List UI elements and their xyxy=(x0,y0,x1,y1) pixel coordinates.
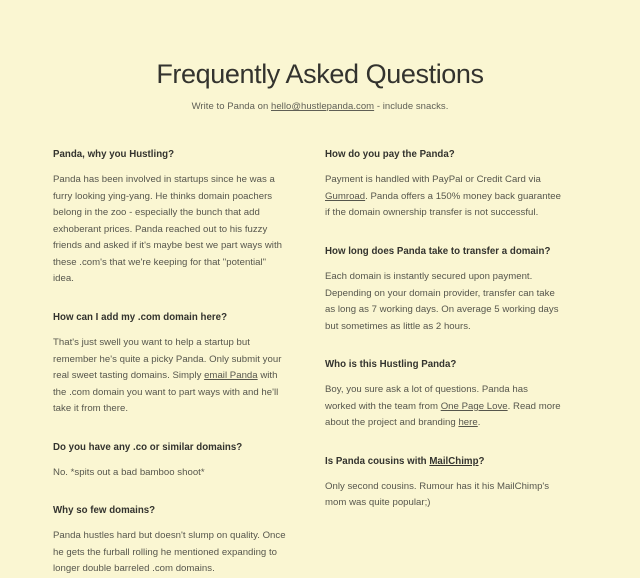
faq-question: How do you pay the Panda? xyxy=(325,149,455,161)
question-text-part: ? xyxy=(478,455,485,467)
answer-text-part: . Panda offers a 150% money back guarantee if the domain ownership transfer is not successful. xyxy=(325,190,562,219)
faq-item xyxy=(325,455,561,512)
faq-question: Who is this Hustling Panda? xyxy=(325,359,457,371)
mailchimp-link[interactable]: MailChimp xyxy=(429,455,479,467)
page-header xyxy=(0,0,640,112)
faq-answer: Each domain is instantly secured upon payment. Depending on your domain provider, transfer can take as long as 7 working days. On average 5 working days but sometimes as little as 2 hours. xyxy=(325,271,559,332)
faq-item xyxy=(325,148,561,222)
faq-answer xyxy=(53,335,289,418)
faq-question: Do you have any .co or similar domains? xyxy=(53,441,243,453)
faq-columns xyxy=(0,112,640,577)
answer-text-part: Boy, you sure ask a lot of questions. Panda has worked with the team from xyxy=(325,384,528,412)
contact-email-link[interactable]: hello@hustlepanda.com xyxy=(271,101,375,113)
faq-question: Panda, why you Hustling? xyxy=(53,149,175,161)
answer-text-part: That's just swell you want to help a startup but remember he's quite a picky Panda. Only submit your real sweet tasting domains. Simply xyxy=(53,337,282,382)
faq-item xyxy=(53,311,289,418)
faq-question: How can I add my .com domain here? xyxy=(53,311,228,323)
faq-question: How long does Panda take to transfer a domain? xyxy=(325,245,551,257)
faq-column-right xyxy=(325,148,561,577)
answer-text-part: with the .com domain you want to part ways with and he'll take it from there. xyxy=(53,370,279,415)
answer-text-part: . xyxy=(477,417,481,429)
faq-item xyxy=(53,441,289,482)
faq-answer xyxy=(325,382,561,432)
question-text-part: Is Panda cousins with xyxy=(325,455,430,467)
faq-item xyxy=(53,504,289,578)
faq-answer: Panda hustles hard but doesn't slump on quality. Once he gets the furball rolling he mentioned expanding to longer double barreled .com domains. xyxy=(53,530,286,575)
faq-question: Why so few domains? xyxy=(53,505,156,517)
here-link[interactable]: here xyxy=(458,417,478,429)
faq-answer xyxy=(325,172,561,222)
subtitle-suffix-text: - include snacks. xyxy=(374,101,449,113)
email-panda-link[interactable]: email Panda xyxy=(204,370,258,382)
contact-subtitle xyxy=(0,101,640,112)
faq-item xyxy=(325,245,561,335)
faq-answer: Only second cousins. Rumour has it his MailChimp's mom was quite popular;) xyxy=(325,480,550,509)
faq-column-left xyxy=(53,148,289,577)
subtitle-prefix-text: Write to Panda on xyxy=(191,101,271,113)
faq-answer: No. *spits out a bad bamboo shoot* xyxy=(53,466,205,478)
page-title: Frequently Asked Questions xyxy=(156,59,484,89)
faq-item xyxy=(325,358,561,432)
one-page-love-link[interactable]: One Page Love xyxy=(440,400,508,412)
gumroad-link[interactable]: Gumroad xyxy=(325,190,366,202)
faq-item xyxy=(53,148,289,288)
answer-text-part: Payment is handled with PayPal or Credit Card via xyxy=(325,174,541,186)
answer-text-part: . Read more about the project and branding xyxy=(325,400,561,429)
faq-question xyxy=(325,455,561,468)
faq-answer: Panda has been involved in startups since he was a furry looking ying-yang. He thinks domain poachers belong in the zoo - especially the bunch that add exhoberant prices. Panda reached out to his fuzzy friends and asked if it's maybe best we part ways with these .com's that we're keeping for that "potential" idea. xyxy=(53,174,283,285)
